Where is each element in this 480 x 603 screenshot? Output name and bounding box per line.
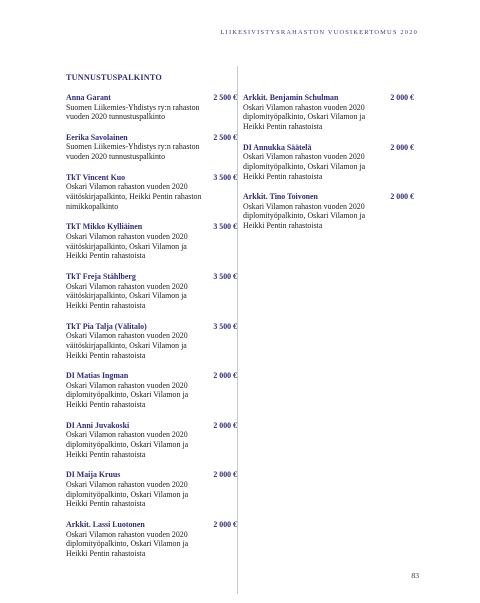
recipient-name: Arkkit. Benjamin Schulman [243, 93, 339, 102]
award-entry [66, 322, 237, 361]
award-amount: 2 000 € [390, 93, 414, 102]
award-amount: 3 500 € [213, 222, 237, 232]
award-amount: 2 000 € [213, 470, 237, 480]
award-entry [243, 143, 414, 182]
award-amount: 3 500 € [213, 172, 237, 182]
recipient-name: TkT Freja Ståhlberg [66, 272, 136, 282]
recipient-name: DI Matias Ingman [66, 371, 129, 381]
award-amount: 2 500 € [213, 93, 237, 102]
award-entry [66, 272, 237, 311]
award-description: Oskari Vilamon rahaston vuoden 2020 diplomityöpalkinto, Oskari Vilamon ja Heikki Pentin rahastoista [243, 201, 366, 231]
award-description: Oskari Vilamon rahaston vuoden 2020 diplomityöpalkinto, Oskari Vilamon ja Heikki Pentin rahastoista [243, 152, 366, 181]
award-amount: 2 000 € [213, 420, 237, 430]
running-header: LIIKESIVISTYSRAHASTON VUOSIKERTOMUS 2020 [220, 29, 418, 36]
award-description: Suomen Liikemies-Yhdistys ry:n rahaston vuoden 2020 tunnustuspalkinto [66, 102, 200, 122]
award-description: Oskari Vilamon rahaston vuoden 2020 diplomityöpalkinto, Oskari Vilamon ja Heikki Pentin rahastoista [66, 380, 189, 410]
page-number: 83 [411, 571, 419, 580]
award-entry [66, 173, 237, 212]
right-column [243, 93, 414, 242]
award-entry [66, 133, 237, 162]
award-entry [66, 371, 237, 410]
award-entry [66, 470, 237, 509]
award-description: Oskari Vilamon rahaston vuoden 2020 väitöskirjapalkinto, Oskari Vilamon ja Heikki Pentin rahastoista [66, 281, 188, 310]
column-divider [237, 66, 238, 594]
left-column [66, 93, 237, 570]
award-amount: 3 500 € [213, 272, 237, 282]
award-entry [66, 520, 237, 559]
recipient-name: DI Anni Juvakoski [66, 420, 130, 430]
recipient-name: DI Maija Kruus [66, 470, 121, 480]
recipient-name: TkT Mikko Kylliäinen [66, 222, 143, 232]
award-description: Oskari Vilamon rahaston vuoden 2020 diplomityöpalkinto, Oskari Vilamon ja Heikki Pentin rahastoista [66, 479, 189, 509]
award-description: Suomen Liikemies-Yhdistys ry:n rahaston vuoden 2020 tunnustuspalkinto [66, 142, 200, 162]
section-title: TUNNUSTUSPALKINTO [66, 73, 162, 82]
recipient-name: TkT Pia Talja (Välitalo) [66, 321, 147, 331]
award-entry [66, 222, 237, 261]
award-description: Oskari Vilamon rahaston vuoden 2020 diplomityöpalkinto, Oskari Vilamon ja Heikki Pentin rahastoista [66, 430, 189, 459]
award-amount: 2 000 € [213, 520, 237, 530]
award-entry [66, 421, 237, 460]
award-entry [66, 93, 237, 122]
award-entry [243, 192, 414, 231]
recipient-name: TkT Vincent Kuo [66, 172, 126, 182]
award-amount: 2 500 € [213, 132, 237, 142]
award-description: Oskari Vilamon rahaston vuoden 2020 diplomityöpalkinto, Oskari Vilamon ja Heikki Pentin rahastoista [66, 529, 189, 558]
award-amount: 2 000 € [390, 142, 414, 152]
recipient-name: Arkkit. Tino Toivonen [243, 192, 318, 202]
award-description: Oskari Vilamon rahaston vuoden 2020 väitöskirjapalkinto, Heikki Pentin rahaston nimikkopalkinto [66, 182, 202, 211]
recipient-name: DI Annukka Säätelä [243, 142, 312, 152]
award-amount: 2 000 € [390, 192, 414, 202]
award-entry [243, 93, 414, 132]
award-description: Oskari Vilamon rahaston vuoden 2020 diplomityöpalkinto, Oskari Vilamon ja Heikki Pentin rahastoista [243, 102, 366, 131]
recipient-name: Eerika Savolainen [66, 132, 128, 142]
award-amount: 3 500 € [213, 321, 237, 331]
recipient-name: Arkkit. Lassi Luotonen [66, 520, 145, 530]
recipient-name: Anna Garant [66, 93, 111, 102]
award-description: Oskari Vilamon rahaston vuoden 2020 väitöskirjapalkinto, Oskari Vilamon ja Heikki Pentin rahastoista [66, 331, 188, 360]
award-amount: 2 000 € [213, 371, 237, 381]
award-description: Oskari Vilamon rahaston vuoden 2020 väitöskirjapalkinto, Oskari Vilamon ja Heikki Pentin rahastoista [66, 231, 188, 261]
